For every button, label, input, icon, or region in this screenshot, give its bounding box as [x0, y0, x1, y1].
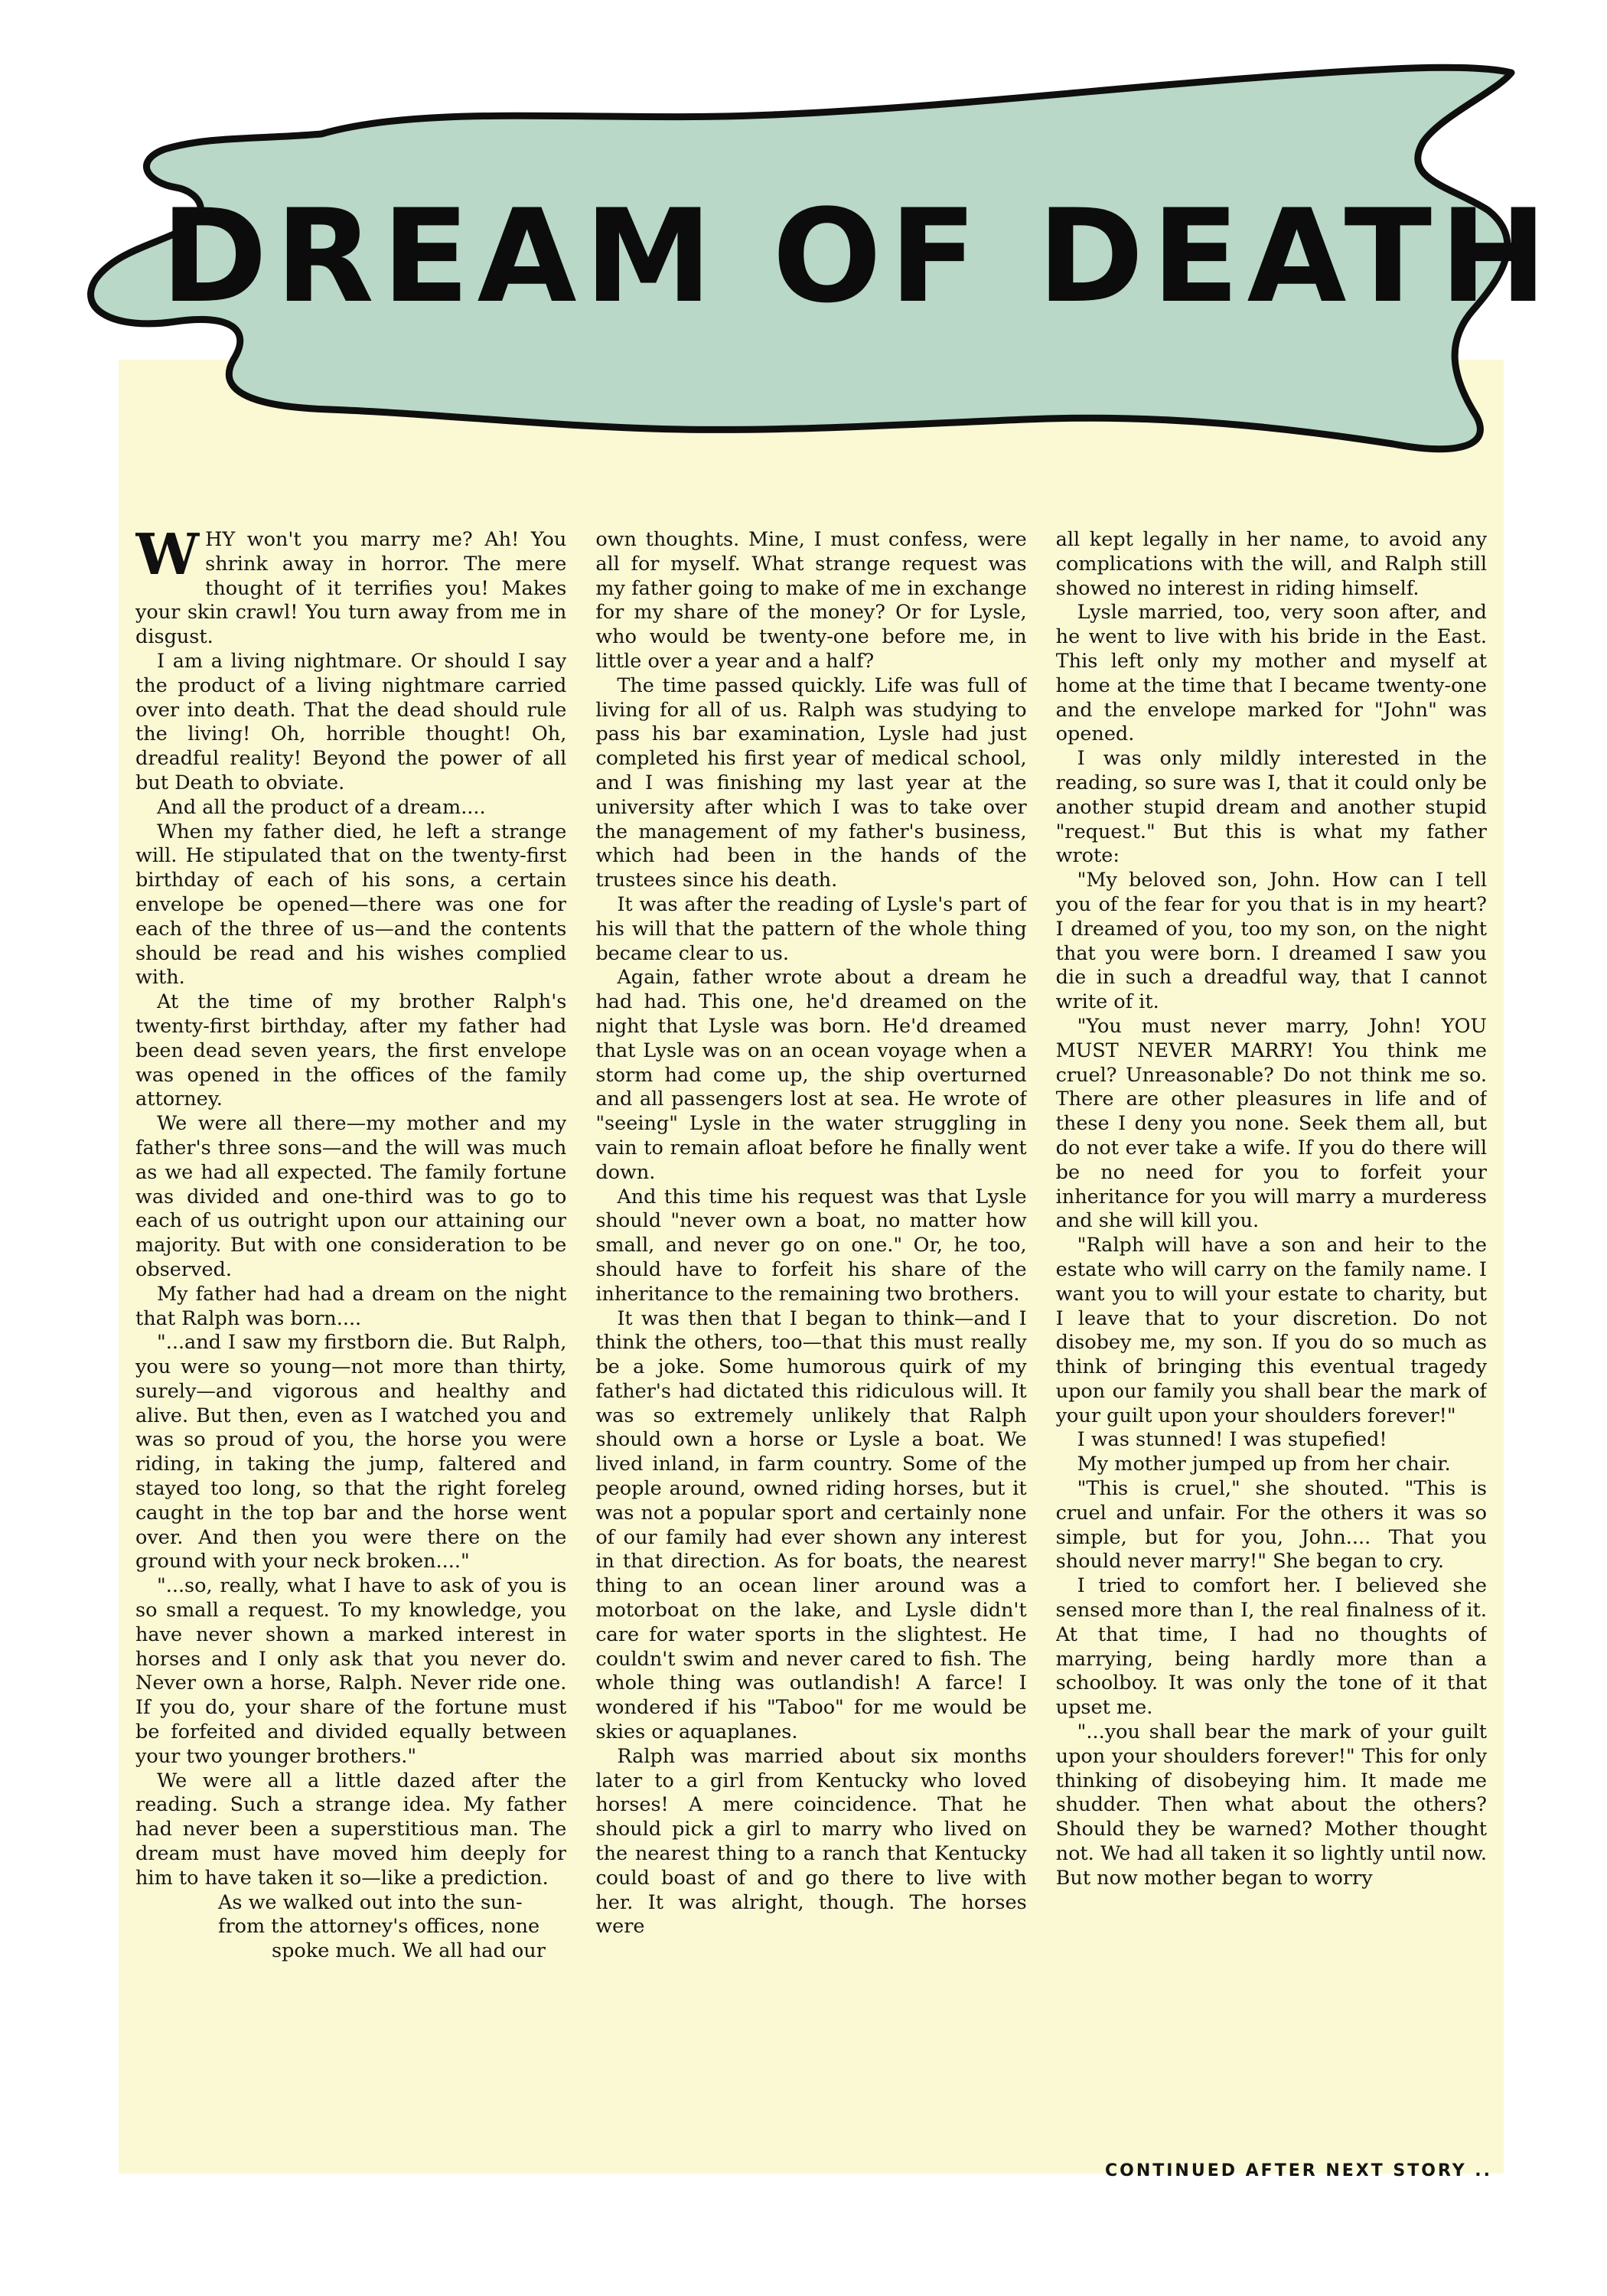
paragraph-text: "My beloved son, John. How can I tell you of the fear for you that is in my heart? I dreamed of you, too my son, on the night that you were born. I dreamed I saw you die in such a dreadful way, that I cannot write of it. [1055, 869, 1487, 1014]
paragraph [595, 966, 1026, 1185]
paragraph-text: "...and I saw my firstborn die. But Ralph, you were so young—not more than thirty, surely—and vigorous and healthy and alive. But then, even as I watched you and was so proud of you, the horse you were riding, in taking the jump, faltered and stayed too long, so that the right foreleg caught in the top bar and the horse went over. And then you were there on the ground with your neck broken...." [135, 1331, 567, 1574]
paragraph [135, 1915, 566, 1939]
paragraph [135, 990, 566, 1112]
paragraph-text: We were all a little dazed after the reading. Such a strange idea. My father had never been a superstitious man. The dream must have moved him deeply for him to have taken it so—like a prediction. [135, 1769, 567, 1890]
paragraph-text: My father had had a dream on the night that Ralph was born.... [135, 1282, 567, 1330]
paragraph-text: As we walked out into the sun- [218, 1890, 523, 1914]
paragraph [135, 650, 566, 796]
paragraph [595, 674, 1026, 893]
paragraph-text: Again, father wrote about a dream he had had. This one, he'd dreamed on the night that Lysle was born. He'd dreamed that Lysle was on an ocean voyage when a storm had come up, the ship overturned and all passengers lost at sea. He wrote of "seeing" Lysle in the water struggling in vain to remain afloat before he finally went down. [595, 966, 1027, 1184]
page-title: DREAM OF DEATH [161, 181, 1555, 331]
column-left [135, 528, 566, 2158]
paragraph [1056, 1720, 1487, 1891]
paragraph-text: Ralph was married about six months later to a girl from Kentucky who loved horses! A mere coincidence. That he should pick a girl to marry who lived on the nearest thing to a ranch that Kentucky could boast of and go there to live with her. It was alright, though. The horses were [595, 1744, 1027, 1939]
column-middle [595, 528, 1026, 2158]
paragraph [135, 1769, 566, 1891]
paragraph [1056, 1453, 1487, 1477]
drop-cap: W [135, 528, 200, 588]
paragraph-text: all kept legally in her name, to avoid any complications with the will, and Ralph still showed no interest in riding himself. [1055, 528, 1487, 600]
paragraph [135, 1891, 566, 1916]
paragraph [1056, 869, 1487, 1015]
paragraph-text: "...you shall bear the mark of your guilt upon your shoulders forever!" This for only thinking of disobeying him. It made me shudder. Then what about the others? Should they be warned? Mother thought not. We had all taken it so lightly until now. But now mother began to worry [1055, 1720, 1487, 1890]
paragraph [135, 528, 566, 650]
paragraph [1056, 1015, 1487, 1234]
paragraph-text: When my father died, he left a strange will. He stipulated that on the twenty-first birthday of each of his sons, a certain envelope be opened—there was one for each of the three of us—and the contents should be read and his wishes complied with. [135, 820, 567, 990]
paragraph [595, 1186, 1026, 1307]
paragraph [135, 1574, 566, 1769]
paragraph-text: I tried to comfort her. I believed she sensed more than I, the real finalness of it. At that time, I had no thoughts of marrying, being hardly more than a schoolboy. It was only the tone of it that upset me. [1055, 1574, 1487, 1720]
paragraph-text: I am a living nightmare. Or should I say the product of a living nightmare carried over into death. That the dead should rule the living! Oh, horrible thought! Oh, dreadful reality! Beyond the power of all but Death to obviate. [135, 649, 567, 794]
paragraph [135, 1331, 566, 1574]
paragraph-text: And this time his request was that Lysle should "never own a boat, no matter how small, and never go on one." Or, he too, should have to forfeit his share of the inheritance to the remaining two brothers. [595, 1185, 1027, 1306]
paragraph-text: It was after the reading of Lysle's part of his will that the pattern of the whole thing became clear to us. [595, 892, 1027, 965]
paragraph-text: I was stunned! I was stupefied! [1077, 1428, 1387, 1452]
paragraph [595, 1745, 1026, 1939]
paragraph [1056, 1234, 1487, 1428]
paragraph [595, 528, 1026, 674]
paragraph-text: We were all there—my mother and my father's three sons—and the will was much as we had all expected. The family fortune was divided and one-third was to go to each of us outright upon our attaining our majority. But with one consideration to be observed. [135, 1112, 567, 1281]
paragraph-text: "This is cruel," she shouted. "This is cruel and unfair. For the others it was so simple, but for you, John.... That you should never marry!" She began to cry. [1055, 1477, 1487, 1574]
article-body [119, 528, 1504, 2158]
paragraph-text: from the attorney's offices, none [218, 1915, 540, 1939]
paragraph [135, 1112, 566, 1283]
paragraph-text: It was then that I began to think—and I think the others, too—that this must really be a joke. Some humorous quirk of my father's had dictated this ridiculous will. It was so extremely unlikely that Ralph should own a horse or Lysle a boat. We lived inland, in farm country. Some of the people around, owned riding horses, but it was not a popular sport and certainly none of our family had ever shown any interest in that direction. As for boats, the nearest thing to an ocean liner around was a motorboat on the lake, and Lysle didn't care for water sports in the slightest. He couldn't swim and never cared to fish. The whole thing was outlandish! A farce! I wondered if his "Taboo" for me would be skies or aquaplanes. [595, 1306, 1027, 1744]
column-right [1056, 528, 1487, 2158]
paragraph [1056, 1477, 1487, 1574]
paragraph [1056, 747, 1487, 869]
paragraph-text: At the time of my brother Ralph's twenty-first birthday, after my father had been dead seven years, the first envelope was opened in the offices of the family attorney. [135, 990, 567, 1111]
paragraph [135, 820, 566, 991]
paragraph-text: My mother jumped up from her chair. [1077, 1453, 1451, 1476]
paragraph-text: "...so, really, what I have to ask of you is so small a request. To my knowledge, you have never shown a marked interest in horses and I only ask that you never do. Never own a horse, Ralph. Never ride one. If you do, your share of the fortune must be forfeited and divided equally between your two younger brothers." [135, 1574, 567, 1768]
paragraph [1056, 1428, 1487, 1453]
paragraph-text: I was only mildly interested in the reading, so sure was I, that it could only be another stupid dream and another stupid "request." But this is what my father wrote: [1055, 747, 1487, 868]
paragraph [1056, 601, 1487, 747]
paragraph-text: The time passed quickly. Life was full of living for all of us. Ralph was studying to pass his bar examination, Lysle had just completed his first year of medical school, and I was finishing my last year at the university after which I was to take over the management of my father's business, which had been in the hands of the trustees since his death. [595, 673, 1027, 892]
paragraph-text: And all the product of a dream.... [157, 795, 486, 819]
paragraph [595, 893, 1026, 966]
continued-note: CONTINUED AFTER NEXT STORY .. [1104, 2161, 1492, 2180]
paragraph [1056, 528, 1487, 601]
paragraph-text: own thoughts. Mine, I must confess, were all for myself. What strange request was my father going to make of me in exchange for my share of the money? Or for Lysle, who would be twenty-one before me, in little over a year and a half? [595, 528, 1027, 673]
paragraph [135, 796, 566, 820]
paragraph-text: "You must never marry, John! YOU MUST NEVER MARRY! You think me cruel? Unreasonable? Do not think me so. There are other pleasures in life and of these I deny you none. Seek them all, but do not ever take a wife. If you do there will be no need for you to forfeit your inheritance for you will marry a murderess and she will kill you. [1055, 1014, 1487, 1233]
paragraph-text: "Ralph will have a son and heir to the estate who will carry on the family name. I want you to will your estate to charity, but I leave that to your discretion. Do not disobey me, my son. If you do so much as think of bringing this eventual tragedy upon our family you shall bear the mark of your guilt upon your shoulders forever!" [1055, 1234, 1487, 1427]
paragraph [595, 1307, 1026, 1745]
paragraph [135, 1283, 566, 1332]
paragraph-text: spoke much. We all had our [272, 1939, 546, 1963]
paragraph-text: Lysle married, too, very soon after, and he went to live with his bride in the East. This left only my mother and myself at home at the time that I became twenty-one and the envelope marked for "John" was opened. [1055, 601, 1487, 746]
paragraph-text: HY won't you marry me? Ah! You shrink away in horror. The mere thought of it terrifies you! Makes your skin crawl! You turn away from me in disgust. [135, 528, 567, 649]
paragraph [135, 1939, 566, 1964]
paragraph [1056, 1574, 1487, 1720]
